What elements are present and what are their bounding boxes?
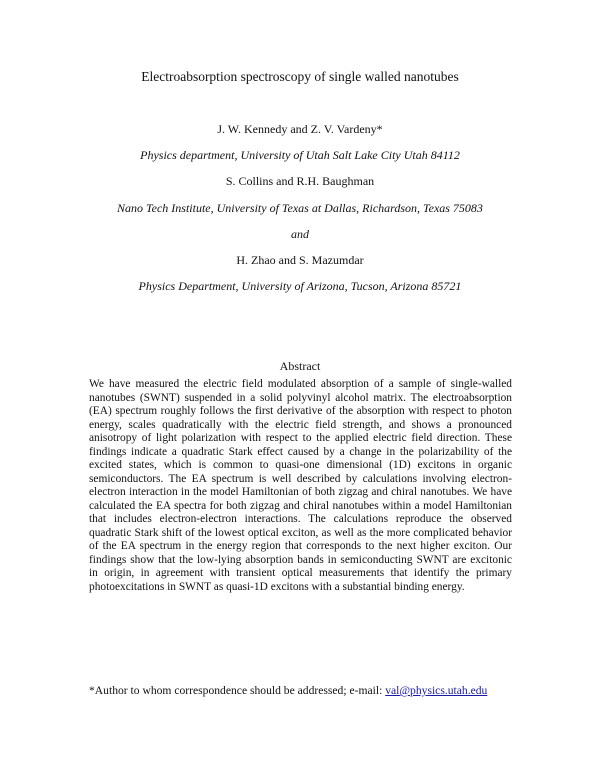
author-group-1: J. W. Kennedy and Z. V. Vardeny* [217, 122, 383, 136]
author-group-2: S. Collins and R.H. Baughman [225, 174, 375, 188]
affiliation-1: Physics department, University of Utah Salt Lake City Utah 84112 [140, 148, 460, 162]
correspondence-footnote [89, 684, 529, 698]
email-link[interactable]: val@physics.utah.edu [385, 684, 488, 697]
paper-title: Electroabsorption spectroscopy of single walled nanotubes [141, 69, 459, 84]
footnote-text: *Author to whom correspondence should be addressed; e-mail: [89, 684, 386, 697]
affiliation-2: Nano Tech Institute, University of Texas at Dallas, Richardson, Texas 75083 [117, 201, 483, 215]
abstract-heading: Abstract [279, 359, 321, 373]
affiliation-3: Physics Department, University of Arizona, Tucson, Arizona 85721 [138, 279, 462, 293]
author-conjunction: and [291, 227, 309, 241]
author-group-3: H. Zhao and S. Mazumdar [236, 253, 364, 267]
abstract-text: We have measured the electric field modulated absorption of a sample of single-walled nanotubes (SWNT) suspended in a solid polyvinyl alcohol matrix. The electroabsorption (EA) spectrum roughly follows the first derivative of the absorption with respect to photon energy, scales quadratically with the electric field strength, and shows a pronounced anisotropy of light polarization with respect to the applied electric field direction. These findings indicate a quadratic Stark effect caused by a change in the polarizability of the excited states, which is common to quasi-one dimensional (1D) excitons in organic semiconductors. The EA spectrum is well described by calculations involving electron-electron interaction in the model Hamiltonian of both zigzag and chiral nanotubes. We have calculated the EA spectra for both zigzag and chiral nanotubes within a model Hamiltonian that includes electron-electron interactions. The calculations reproduce the observed quadratic Stark shift of the lowest optical exciton, as well as the more complicated behavior of the EA spectrum in the energy region that corresponds to the next higher exciton. Our findings show that the low-lying absorption bands in semiconducting SWNT are excitonic in origin, in agreement with transient optical measurements that identify the primary photoexcitations in SWNT as quasi-1D excitons with a substantial binding energy. [89, 378, 512, 593]
